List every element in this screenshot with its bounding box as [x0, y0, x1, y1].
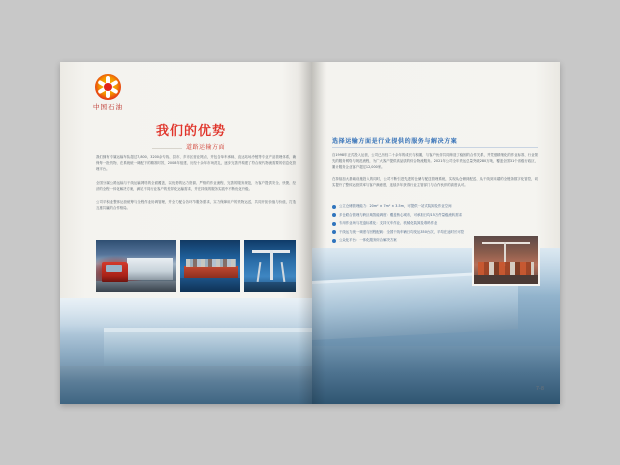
- paragraph: 公司平积业整体运营统筹与全程作业协调管理，并全力配合各环节服务需求，实力保障用户的货物运送，共同开拓价值与价值，打造互惠共赢的合作格局。: [96, 200, 296, 211]
- bullet-dot-icon: [332, 230, 336, 234]
- paragraph: 全国分属公路运输与干线运输网络的全面覆盖，以优势的运力资源、严格的作业流程、完善的服务规范，为客户提供安全、快捷、经济的全程一体化解决方案，满足不同行业客户的差异化运输需求，并在持续的服务实践中不断优化升级。: [96, 180, 296, 191]
- right-page: [312, 62, 560, 404]
- left-body-copy: [96, 154, 296, 218]
- list-item-label: 专用作业场与托盘标准化：支持叉车作业、机械化装卸及堆码作业: [339, 221, 438, 225]
- bullet-dot-icon: [332, 222, 336, 226]
- bullet-dot-icon: [332, 213, 336, 217]
- subheading-rule: [152, 148, 182, 149]
- list-item-label: 公立仓储管理能力：20m² × 7m² × 3.5m，可提供一站式装卸及作业空间: [339, 204, 452, 208]
- petrochina-sun-icon: [95, 74, 121, 100]
- port-crane-photo: [244, 240, 296, 292]
- right-body-copy: [332, 152, 538, 194]
- paragraph: 我们拥有专属运输车队超过7,800、3200余专线、县市、乡市区营业网点，并包含单车承载、直达站场冷链等专业产品管理体系，确保每一批货物，在系统统一调配下的精准时效，2008年组建，历经十余年市场洗礼，逐步完善并构建了符合现代物流需要的信息化管理平台。: [96, 155, 296, 172]
- list-item-label: 干线运力统一调度与回程配载：全国干线车辆日均发运350台次，平均在途时长可控: [339, 229, 465, 234]
- paragraph: 在持续加大基础设施投入的同时，公司不断引进先进的仓储与配送管理系统，实现从仓储到配送、从干线到末端的全链条数字化管控，切实提升了整体运营效率与客户满意度，连续多年获得行业主管部门与合作伙伴的高度认可。: [332, 177, 538, 188]
- truck-photo: [96, 240, 176, 292]
- list-item: [332, 221, 538, 226]
- warehouse-panorama-left: [60, 298, 312, 404]
- list-item-label: 公众化平台：一体化服务综合解决方案: [339, 238, 397, 242]
- brand-logo: [78, 74, 138, 111]
- list-item: [332, 204, 538, 209]
- paragraph: 自1998年正式投入运营，公司已历经二十余年的成长与积累，与客户伙伴共同缔造了稳固的合作关系，并凭借精细化的作业标准、行业领先的服务网络与规范流程，为广大客户提供高品质的综合物流服务。2021年公司全年货运总量突破280万吨，覆盖全国31个省级行政区，累计服务企业客户超过12,000家。: [332, 153, 538, 170]
- cargo-ship-photo: [180, 240, 240, 292]
- page-subtitle: 道路运输方面: [186, 144, 226, 151]
- list-item: [332, 213, 538, 218]
- brand-name: 中国石油: [93, 103, 123, 111]
- list-item-label: 多仓联合管理与跨区域智能调度：覆盖核心城市，可承担日均15万件量级流转需求: [339, 212, 462, 217]
- list-item: [332, 230, 538, 235]
- left-page: [60, 62, 312, 404]
- page-number: 7-8: [535, 386, 544, 392]
- section-heading: 选择运输方面是行业提供的服务与解决方案: [332, 138, 458, 145]
- brochure-spread: [60, 62, 560, 404]
- section-heading-rule: [332, 147, 538, 148]
- bullet-dot-icon: [332, 205, 336, 209]
- page-title: 我们的优势: [156, 124, 227, 139]
- bullet-dot-icon: [332, 239, 336, 243]
- container-yard-inset: [474, 236, 538, 284]
